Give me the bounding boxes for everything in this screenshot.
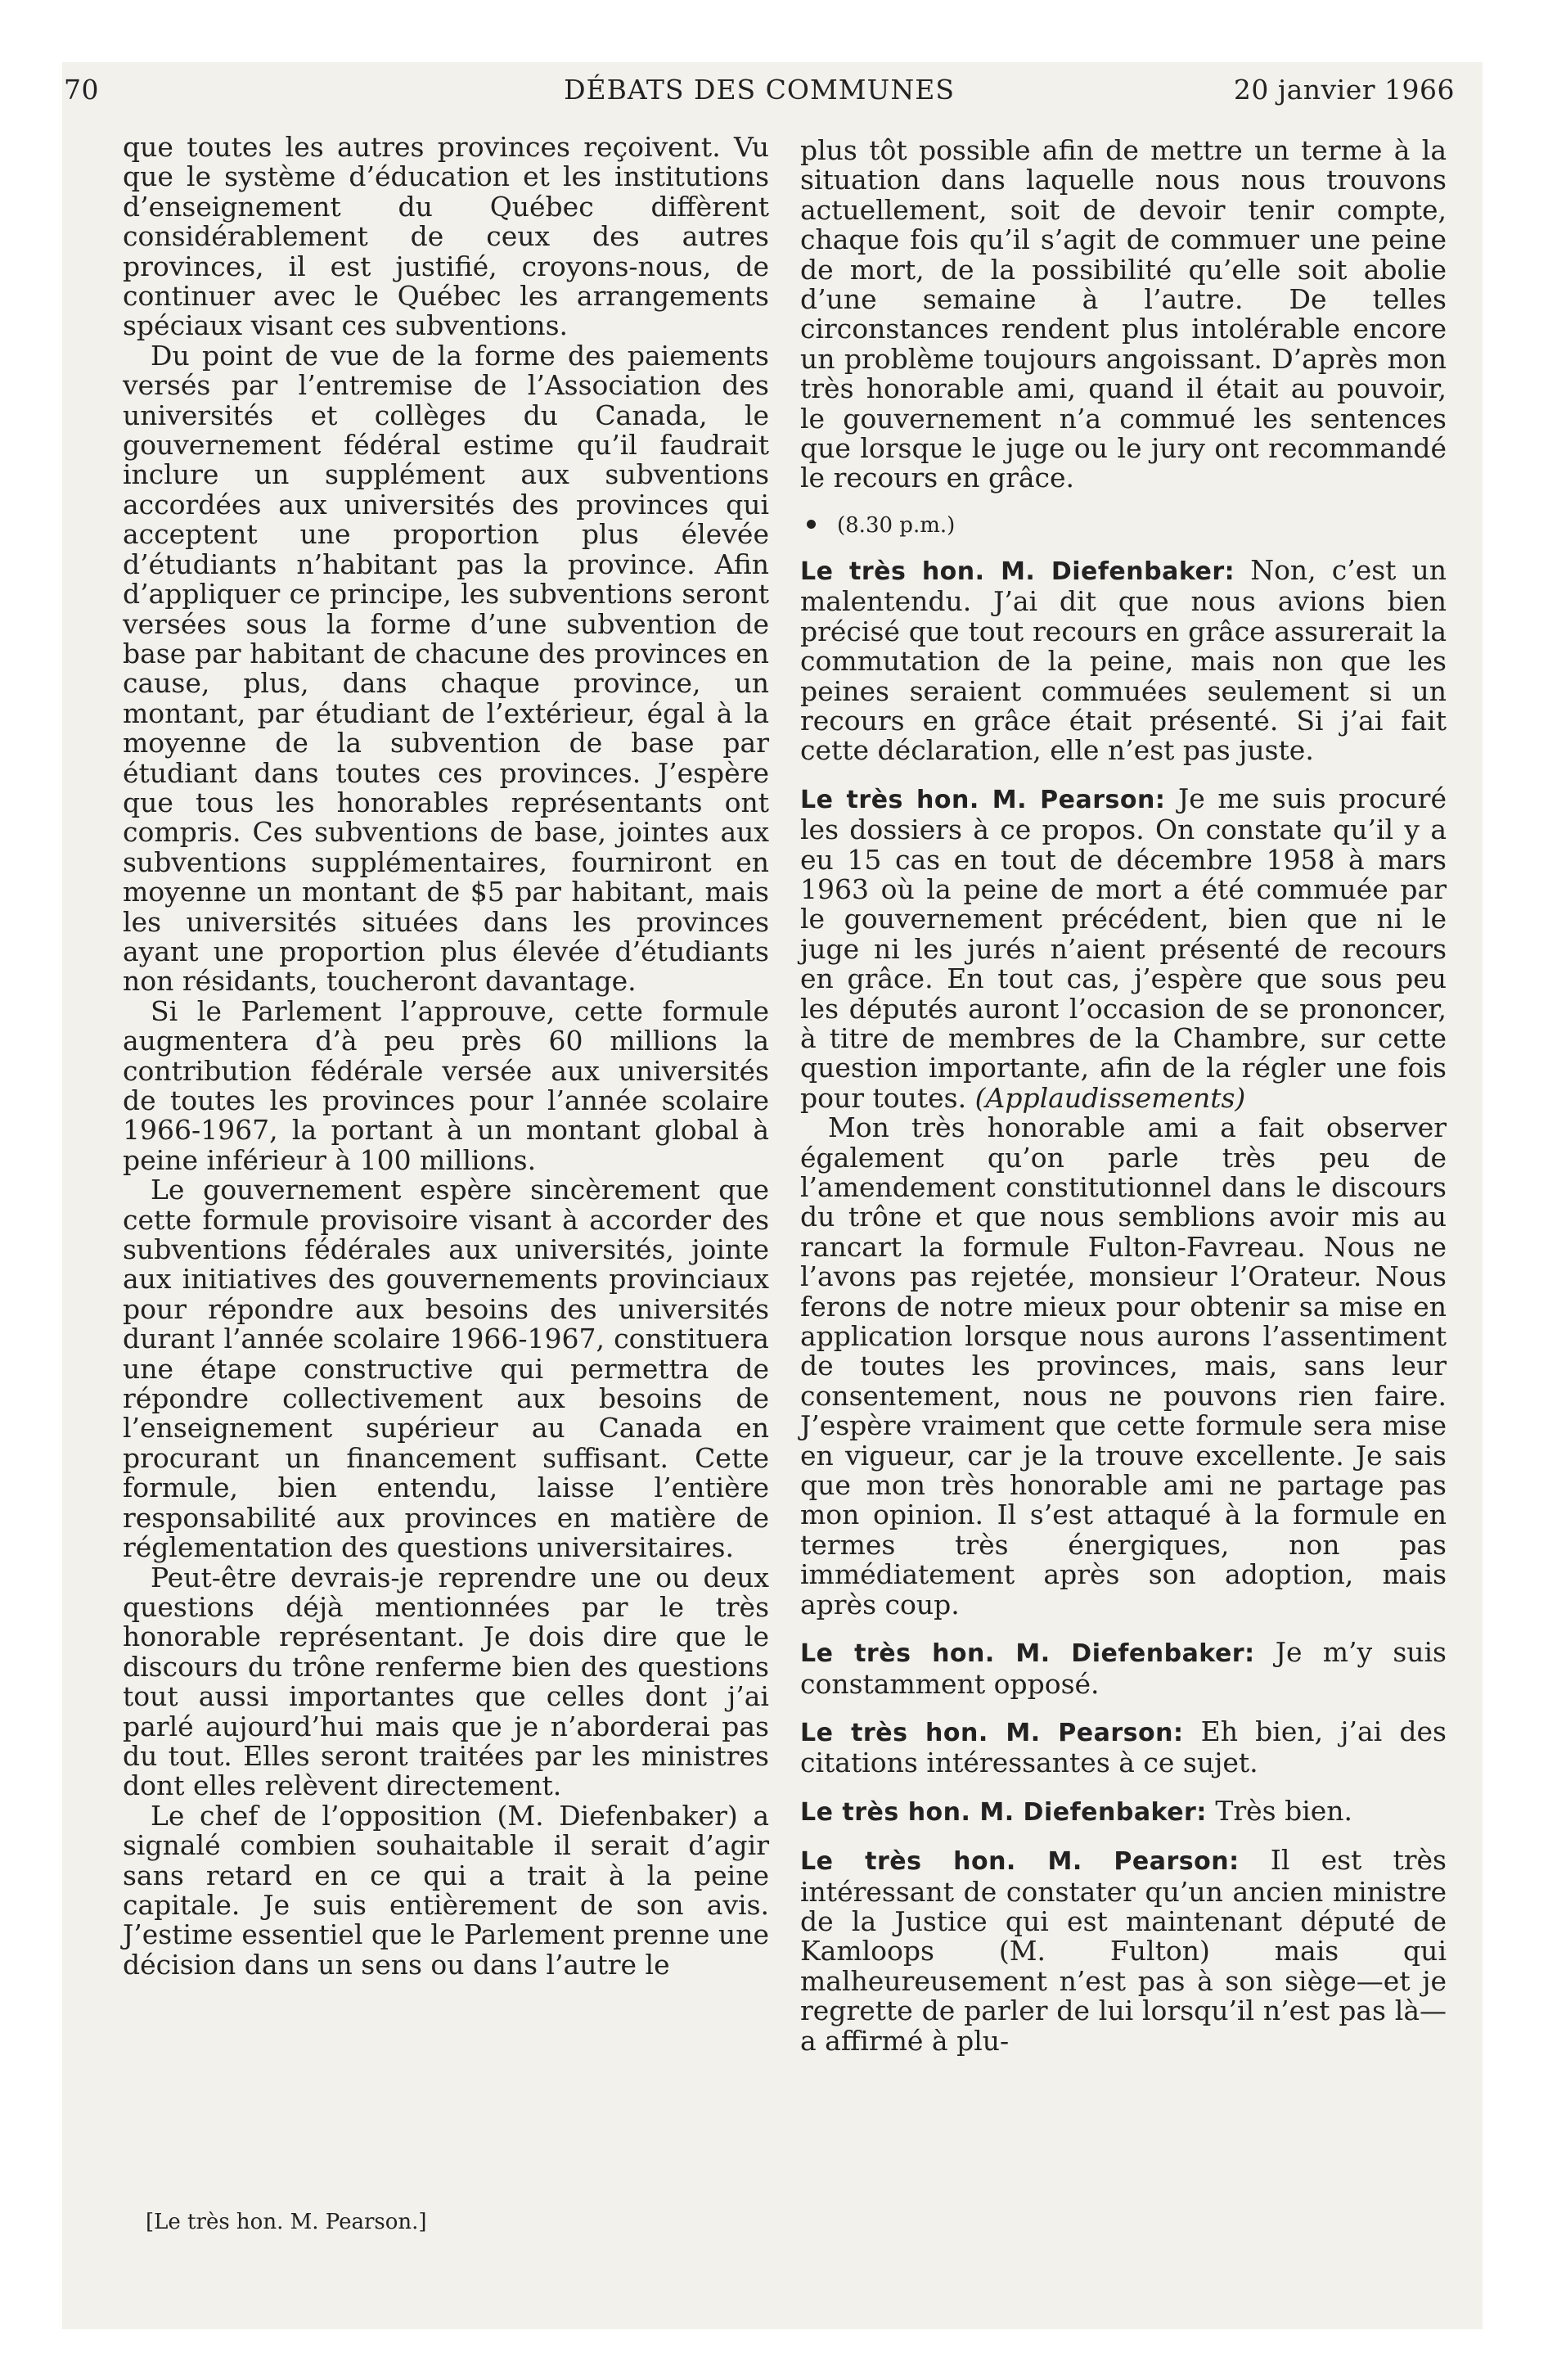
right-column	[800, 136, 1447, 2056]
speech	[800, 1796, 1447, 1828]
speech-text: Non, c’est un malentendu. J’ai dit que nous avions bien précisé que tout recours en grâce assurerait la commutation de la peine, mais non que les peines seraient commuées seulement si un recours en grâce était présenté. Si j’ai fait cette déclaration, elle n’est pas juste.	[800, 553, 1447, 767]
speech	[800, 1717, 1447, 1778]
paragraph: Le gouvernement espère sincèrement que cette formule provisoire visant à accorder des subventions fédérales aux universités, jointe aux initiatives des gouvernements provinciaux pour répondre aux besoins des universités durant l’année scolaire 1966-1967, constituera une étape constructive qui permettra de répondre collectivement aux besoins de l’enseignement supérieur au Canada en procurant un financement suffisant. Cette formule, bien entendu, laisse l’entière responsabilité aux provinces en matière de réglementation des questions universitaires.	[123, 1174, 769, 1564]
speech-text: Je me suis procuré les dossiers à ce propos. On constate qu’il y a eu 15 cas en tout de décembre 1958 à mars 1963 où la peine de mort a été commuée par le gouvernement précédent, bien que ni le juge ni les jurés n’aient présenté de recours en grâce. En tout cas, j’espère que sous peu les députés auront l’occasion de se prononcer, à titre de membres de la Chambre, sur cette question importante, afin de la régler une fois pour toutes.	[800, 782, 1447, 1114]
speaker-name: Le très hon. M. Diefenbaker:	[800, 557, 1235, 586]
paragraph: Si le Parlement l’approuve, cette formule augmentera d’à peu près 60 millions la contribution fédérale versée aux universités de toutes les provinces pour l’année scolaire 1966-1967, la portant à un montant global à peine inférieur à 100 millions.	[123, 994, 769, 1176]
page-number: 70	[64, 74, 99, 106]
speech-text: Il est très intéressant de constater qu’un ancien ministre de la Justice qui est maintenant député de Kamloops (M. Fulton) mais qui malheureusement n’est pas à son siège—et je regrette de parler de lui lorsqu’il n’est pas là—a affirmé à plu-	[800, 1844, 1447, 2057]
left-column	[123, 133, 769, 1980]
speech	[800, 784, 1447, 1113]
speech	[800, 1638, 1447, 1699]
speech-text: Je m’y suis constamment opposé.	[800, 1636, 1447, 1700]
publication-title: DÉBATS DES COMMUNES	[564, 74, 955, 106]
paragraph: Peut-être devrais-je reprendre une ou deux questions déjà mentionnées par le très honorable représentant. Je dois dire que le discours du trône renferme bien des questions tout aussi importantes que celles dont j’ai parlé aujourd’hui mais que je n’aborderai pas du tout. Elles seront traitées par les ministres dont elles relèvent directement.	[123, 1561, 769, 1802]
paragraph: Mon très honorable ami a fait observer également qu’on parle très peu de l’amendement constitutionnel dans le discours du trône et que nous semblions avoir mis au rancart la formule Fulton-Favreau. Nous ne l’avons pas rejetée, monsieur l’Orateur. Nous ferons de notre mieux pour obtenir sa mise en application lorsque nous aurons l’assentiment de toutes les provinces, mais, sans leur consentement, nous ne pouvons rien faire. J’espère vraiment que cette formule sera mise en vigueur, car je la trouve excellente. Je sais que mon très honorable ami ne partage pas mon opinion. Il s’est attaqué à la formule en termes très énergiques, non pas immédiatement après son adoption, mais après coup.	[800, 1111, 1447, 1620]
speaker-name: Le très hon. M. Pearson:	[800, 785, 1166, 814]
speaker-name: Le très hon. M. Diefenbaker:	[800, 1797, 1207, 1827]
speech-text: Eh bien, j’ai des citations intéressantes à ce sujet.	[800, 1715, 1447, 1779]
speaker-name: Le très hon. M. Diefenbaker:	[800, 1639, 1255, 1669]
speech-text: Très bien.	[1215, 1794, 1353, 1827]
page-header	[64, 74, 1455, 123]
paragraph: Du point de vue de la forme des paiements versés par l’entremise de l’Association des universités et collèges du Canada, le gouvernement fédéral estime qu’il faudrait inclure un supplément aux subventions accordées aux universités des provinces qui acceptent une proportion plus élevée d’étudiants n’habitant pas la province. Afin d’appliquer ce principe, les subventions seront versées sous la forme d’une subvention de base par habitant de chacune des provinces en cause, plus, dans chaque province, un montant, par étudiant de l’extérieur, égal à la moyenne de la subvention de base par étudiant dans toutes ces provinces. J’espère que tous les honorables représentants ont compris. Ces subventions de base, jointes aux subventions supplémentaires, fourniront en moyenne un montant de $5 par habitant, mais les universités situées dans les provinces ayant une proportion plus élevée d’étudiants non résidants, toucheront davantage.	[123, 339, 769, 998]
session-date: 20 janvier 1966	[1233, 74, 1455, 106]
applause-note: (Applaudissements)	[974, 1081, 1246, 1114]
speaker-name: Le très hon. M. Pearson:	[800, 1718, 1184, 1747]
running-footer: [Le très hon. M. Pearson.]	[146, 2210, 427, 2234]
time-marker	[800, 512, 1447, 539]
time-marker-text: (8.30 p.m.)	[837, 512, 956, 538]
bullet-icon	[807, 520, 816, 529]
paragraph: que toutes les autres provinces reçoivent. Vu que le système d’éducation et les institutions d’enseignement du Québec diffèrent considérablement de ceux des autres provinces, il est justifié, croyons-nous, de continuer avec le Québec les arrangements spéciaux visant ces subventions.	[123, 131, 769, 342]
speech	[800, 1846, 1447, 2056]
paragraph: Le chef de l’opposition (M. Diefenbaker) a signalé combien souhaitable il serait d’agir sans retard en ce qui a trait à la peine capitale. Je suis entièrement de son avis. J’estime essentiel que le Parlement prenne une décision dans un sens ou dans l’autre le	[123, 1799, 769, 1981]
speech	[800, 553, 1447, 767]
paragraph: plus tôt possible afin de mettre un terme à la situation dans laquelle nous nous trouvons actuellement, soit de devoir tenir compte, chaque fois qu’il s’agit de commuer une peine de mort, de la possibilité qu’elle soit abolie d’une semaine à l’autre. De telles circonstances rendent plus intolérable encore un problème toujours angoissant. D’après mon très honorable ami, quand il était au pouvoir, le gouvernement n’a commué les sentences que lorsque le juge ou le jury ont recommandé le recours en grâce.	[800, 134, 1447, 494]
speaker-name: Le très hon. M. Pearson:	[800, 1847, 1240, 1877]
